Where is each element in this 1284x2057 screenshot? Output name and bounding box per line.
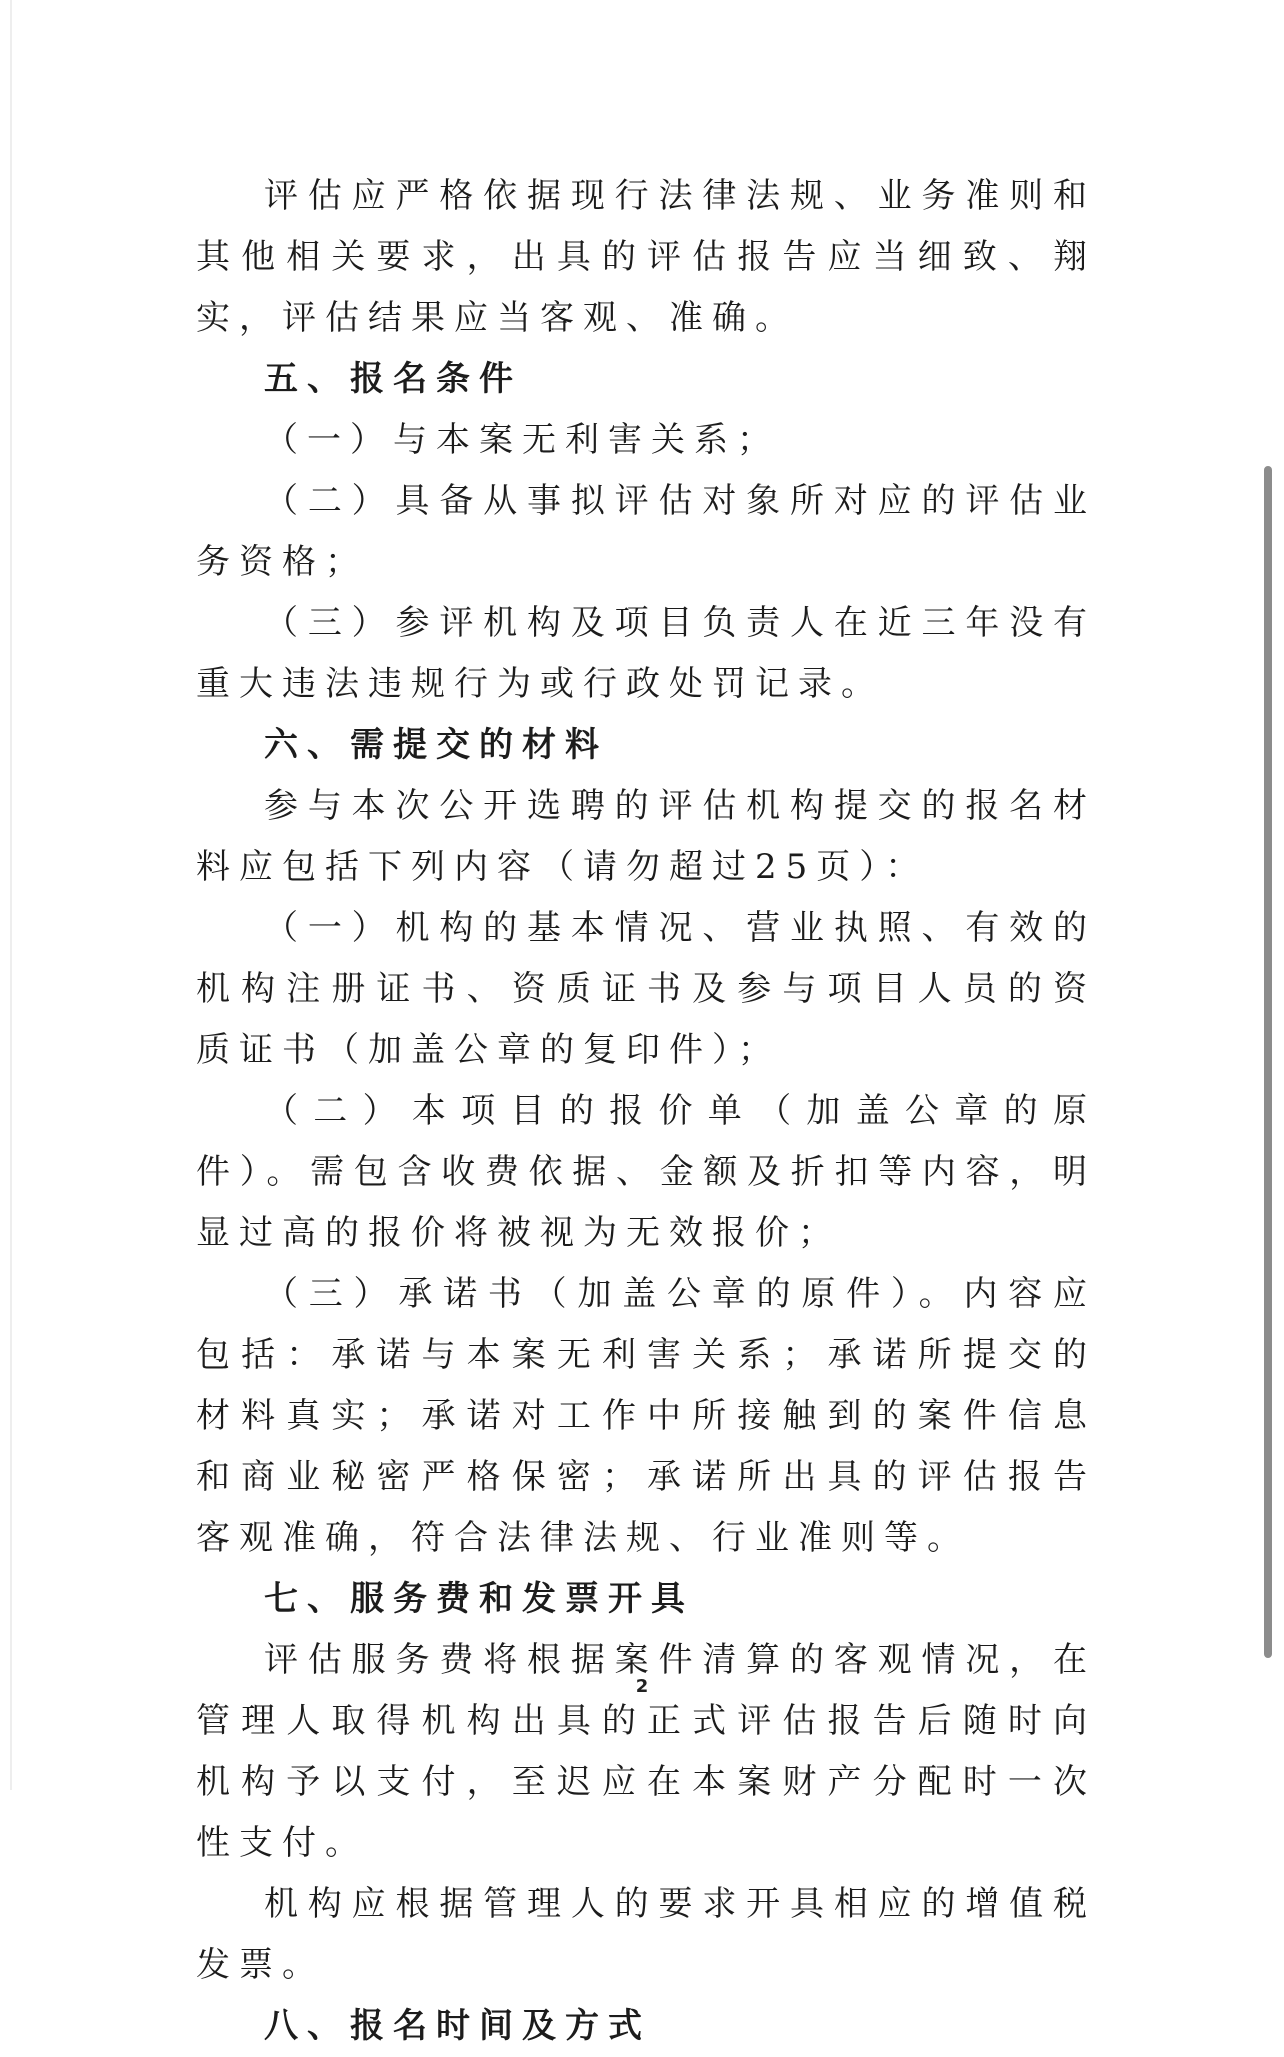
- page-number: 2: [635, 1676, 649, 1697]
- material-item-2: （二）本项目的报价单（加盖公章的原件）。需包含收费依据、金额及折扣等内容，明显过高的报价将被视为无效报价；: [196, 1091, 1096, 1253]
- document-body: [196, 166, 1096, 2057]
- paragraph-evaluation-requirements: 评估应严格依据现行法律法规、业务准则和其他相关要求，出具的评估报告应当细致、翔实，评估结果应当客观、准确。: [196, 176, 1096, 338]
- heading-registration-conditions: 五、报名条件: [264, 359, 522, 399]
- condition-item-3: （三）参评机构及项目负责人在近三年没有重大违法违规行为或行政处罚记录。: [196, 603, 1096, 704]
- page-edge-shadow: [10, 0, 12, 1790]
- material-item-3: （三）承诺书（加盖公章的原件）。内容应包括：承诺与本案无利害关系；承诺所提交的材料真实；承诺对工作中所接触到的案件信息和商业秘密严格保密；承诺所出具的评估报告客观准确，符合法律法规、行业准则等。: [196, 1274, 1096, 1558]
- condition-item-1: （一）与本案无利害关系；: [264, 420, 780, 460]
- heading-required-materials: 六、需提交的材料: [264, 725, 608, 765]
- invoice-paragraph: 机构应根据管理人的要求开具相应的增值税发票。: [196, 1884, 1096, 1985]
- material-item-1: （一）机构的基本情况、营业执照、有效的机构注册证书、资质证书及参与项目人员的资质证书（加盖公章的复印件）；: [196, 908, 1096, 1070]
- materials-intro: 参与本次公开选聘的评估机构提交的报名材料应包括下列内容（请勿超过25页）：: [196, 786, 1096, 887]
- heading-service-fee-invoice: 七、服务费和发票开具: [264, 1579, 694, 1619]
- service-fee-paragraph: 评估服务费将根据案件清算的客观情况，在管理人取得机构出具的正式评估报告后随时向机构予以支付，至迟应在本案财产分配时一次性支付。: [196, 1640, 1096, 1863]
- vertical-scrollbar-thumb[interactable]: [1264, 466, 1272, 1658]
- condition-item-2: （二）具备从事拟评估对象所对应的评估业务资格；: [196, 481, 1096, 582]
- heading-registration-time-method: 八、报名时间及方式: [264, 2006, 651, 2046]
